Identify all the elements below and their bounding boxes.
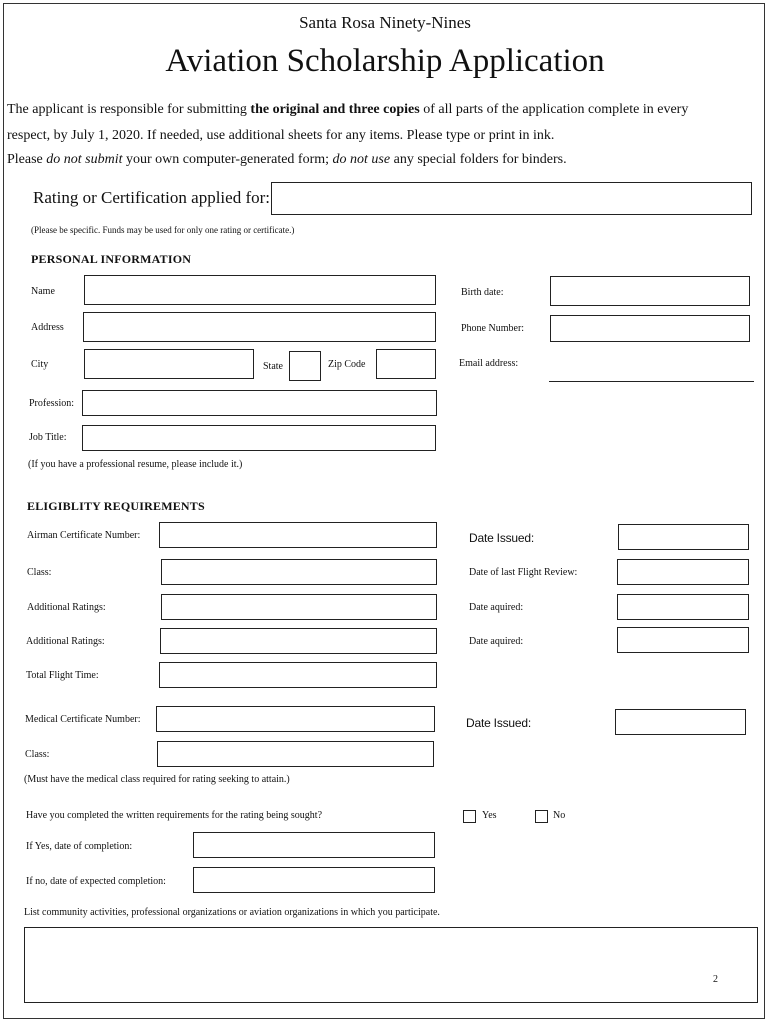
date-aquired-1-field[interactable] xyxy=(617,594,749,620)
phone-field[interactable] xyxy=(550,315,750,342)
no-date-label: If no, date of expected completion: xyxy=(26,876,166,887)
airman-class-label: Class: xyxy=(27,567,52,578)
no-date-field[interactable] xyxy=(193,867,435,893)
written-question: Have you completed the written requirements for the rating being sought? xyxy=(26,810,323,821)
total-flight-time-label: Total Flight Time: xyxy=(26,670,99,681)
intro-line-3-e: any special folders for binders. xyxy=(390,152,567,167)
state-label: State xyxy=(263,361,283,372)
name-field[interactable] xyxy=(84,275,436,305)
airman-cert-field[interactable] xyxy=(159,522,437,548)
page-number: 2 xyxy=(713,974,718,985)
address-label: Address xyxy=(31,322,64,333)
additional-ratings-2-label: Additional Ratings: xyxy=(26,636,105,647)
medical-class-field[interactable] xyxy=(157,741,434,767)
profession-field[interactable] xyxy=(82,390,437,416)
date-aquired-2-field[interactable] xyxy=(617,627,749,653)
total-flight-time-field[interactable] xyxy=(159,662,437,688)
intro-line-3-a: Please xyxy=(7,152,47,167)
intro-emphasis-do-not-use: do not use xyxy=(332,152,391,167)
community-field[interactable] xyxy=(24,927,758,1003)
flight-review-field[interactable] xyxy=(617,559,749,585)
intro-line-2: respect, by July 1, 2020. If needed, use additional sheets for any items. Please type or print in ink. xyxy=(7,128,555,143)
intro-line-1-c: of all parts of the application complete in every xyxy=(419,102,689,117)
birth-date-field[interactable] xyxy=(550,276,750,306)
medical-cert-field[interactable] xyxy=(156,706,435,732)
medical-cert-label: Medical Certificate Number: xyxy=(25,714,141,725)
medical-note: (Must have the medical class required for rating seeking to attain.) xyxy=(24,774,290,785)
name-label: Name xyxy=(31,286,55,297)
personal-heading: PERSONAL INFORMATION xyxy=(31,252,192,266)
address-field[interactable] xyxy=(83,312,436,342)
no-checkbox[interactable] xyxy=(535,810,548,823)
resume-note: (If you have a professional resume, please include it.) xyxy=(28,459,243,470)
city-field[interactable] xyxy=(84,349,254,379)
yes-label: Yes xyxy=(482,810,497,821)
zip-label: Zip Code xyxy=(328,359,366,370)
rating-label: Rating or Certification applied for: xyxy=(33,188,270,207)
airman-cert-label: Airman Certificate Number: xyxy=(27,530,141,541)
intro-emphasis-copies: the original and three copies xyxy=(250,102,420,117)
date-issued-label: Date Issued: xyxy=(469,531,534,545)
rating-field[interactable] xyxy=(271,182,752,215)
additional-ratings-1-field[interactable] xyxy=(161,594,437,620)
email-label: Email address: xyxy=(459,358,519,369)
zip-field[interactable] xyxy=(376,349,436,379)
rating-note: (Please be specific. Funds may be used for only one rating or certificate.) xyxy=(31,225,295,235)
medical-date-issued-label: Date Issued: xyxy=(466,716,531,730)
additional-ratings-1-label: Additional Ratings: xyxy=(27,602,106,613)
email-field[interactable] xyxy=(549,381,754,382)
birth-date-label: Birth date: xyxy=(461,287,504,298)
intro-line-1-a: The applicant is responsible for submitting xyxy=(7,102,251,117)
date-aquired-1-label: Date aquired: xyxy=(469,602,524,613)
page-title: Aviation Scholarship Application xyxy=(165,43,605,79)
state-field[interactable] xyxy=(289,351,321,381)
community-label: List community activities, professional organizations or aviation organizations in which you participate. xyxy=(24,907,440,918)
yes-checkbox[interactable] xyxy=(463,810,476,823)
profession-label: Profession: xyxy=(29,398,74,409)
medical-date-issued-field[interactable] xyxy=(615,709,746,735)
city-label: City xyxy=(31,359,49,370)
additional-ratings-2-field[interactable] xyxy=(160,628,437,654)
date-issued-field[interactable] xyxy=(618,524,749,550)
job-title-field[interactable] xyxy=(82,425,436,451)
org-name: Santa Rosa Ninety-Nines xyxy=(299,13,471,32)
medical-class-label: Class: xyxy=(25,749,50,760)
phone-label: Phone Number: xyxy=(461,323,525,334)
intro-line-3 xyxy=(7,152,567,168)
date-aquired-2-label: Date aquired: xyxy=(469,636,524,647)
yes-date-label: If Yes, date of completion: xyxy=(26,841,133,852)
intro-line-1 xyxy=(7,102,688,118)
no-label: No xyxy=(553,810,566,821)
intro-emphasis-do-not-submit: do not submit xyxy=(46,152,123,167)
eligibility-heading: ELIGIBLITY REQUIREMENTS xyxy=(27,499,205,513)
job-title-label: Job Title: xyxy=(29,432,67,443)
airman-class-field[interactable] xyxy=(161,559,437,585)
yes-date-field[interactable] xyxy=(193,832,435,858)
intro-line-3-c: your own computer-generated form; xyxy=(122,152,333,167)
flight-review-label: Date of last Flight Review: xyxy=(469,567,578,578)
